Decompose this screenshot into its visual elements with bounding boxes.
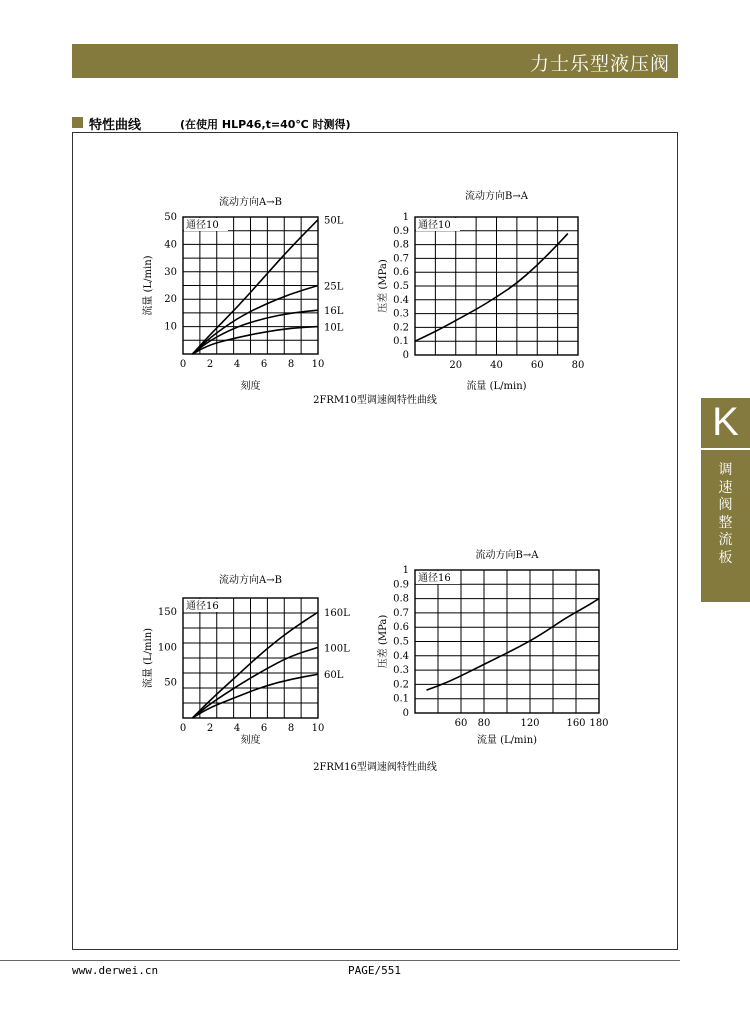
side-tab-divider	[701, 448, 750, 450]
series-line	[427, 599, 600, 691]
footer-divider	[0, 960, 680, 961]
y-tick-label: 0.1	[393, 336, 409, 348]
x-tick-label: 4	[233, 359, 241, 370]
x-tick-label: 8	[287, 359, 295, 370]
footer-page: PAGE/551	[348, 964, 401, 977]
section-note: (在使用 HLP46,t=40℃ 时测得)	[180, 118, 351, 131]
side-tab-char: 流	[718, 532, 733, 548]
y-tick-label: 0.4	[393, 650, 409, 662]
side-tab-text	[701, 462, 750, 567]
side-tab-char: 板	[718, 549, 733, 566]
series-label: 16L	[324, 306, 344, 318]
x-tick-label: 80	[477, 718, 491, 729]
x-tick-label: 0	[179, 723, 187, 734]
y-tick-label: 0.3	[393, 665, 409, 677]
y-tick-label: 0.6	[393, 622, 409, 634]
x-tick-label: 10	[311, 359, 325, 370]
y-tick-label: 50	[164, 212, 177, 223]
x-axis-label: 流量 (L/min)	[466, 381, 527, 392]
y-tick-label: 0.5	[393, 636, 409, 648]
x-tick-label: 0	[179, 359, 187, 370]
series-label: 100L	[324, 643, 350, 655]
y-axis-label: 压差 (MPa)	[378, 614, 389, 669]
x-tick-label: 4	[233, 723, 241, 734]
chart-title: 流动方向A→B	[219, 575, 282, 586]
y-tick-label: 1	[402, 212, 409, 223]
y-tick-label: 0.8	[393, 593, 409, 605]
y-axis-label: 流量 (L/min)	[143, 255, 154, 316]
charts-frame	[72, 132, 678, 950]
x-axis-label: 刻度	[240, 735, 261, 746]
y-tick-label: 50	[164, 677, 177, 689]
header-bar	[72, 44, 678, 78]
y-tick-label: 0.5	[393, 281, 409, 292]
x-tick-label: 60	[454, 718, 468, 729]
footer-site: www.derwei.cn	[72, 964, 159, 977]
chart-caption: 2FRM10型调速阀特性曲线	[313, 395, 437, 406]
y-tick-label: 1	[402, 565, 409, 576]
x-tick-label: 60	[530, 360, 544, 371]
series-label: 160L	[324, 608, 350, 620]
side-tab-char: 阀	[718, 497, 733, 513]
y-tick-label: 0.6	[393, 267, 409, 279]
inner-label: 通径16	[418, 573, 451, 584]
chart-caption: 2FRM16型调速阀特性曲线	[313, 762, 437, 773]
series-line	[192, 286, 318, 355]
y-tick-label: 0.9	[393, 579, 409, 591]
x-axis-label: 刻度	[240, 381, 261, 392]
inner-label: 通径10	[186, 220, 219, 231]
chart-title: 流动方向B→A	[475, 550, 539, 561]
x-tick-label: 8	[287, 723, 295, 734]
side-tab-char: 调	[718, 462, 733, 478]
y-tick-label: 100	[157, 642, 177, 654]
x-tick-label: 2	[206, 723, 214, 734]
y-tick-label: 0.7	[393, 253, 409, 265]
series-label: 25L	[324, 281, 344, 293]
x-tick-label: 40	[490, 360, 503, 371]
x-tick-label: 80	[571, 360, 585, 371]
section-label: 特性曲线	[89, 118, 142, 133]
side-tab[interactable]	[701, 398, 750, 602]
series-label: 50L	[324, 215, 344, 227]
charts-canvas	[73, 133, 677, 949]
inner-label: 通径16	[186, 601, 219, 612]
y-tick-label: 0.7	[393, 607, 409, 619]
side-tab-letter: K	[712, 400, 739, 444]
x-tick-label: 120	[520, 718, 540, 729]
series-label: 10L	[324, 322, 344, 334]
chart-title: 流动方向B→A	[465, 191, 528, 202]
side-tab-char: 速	[718, 479, 733, 496]
y-tick-label: 0.3	[393, 308, 409, 320]
x-axis-label: 流量 (L/min)	[476, 735, 538, 746]
y-axis-label: 流量 (L/min)	[143, 627, 154, 689]
y-axis-label: 压差 (MPa)	[378, 259, 389, 313]
x-tick-label: 160	[566, 718, 586, 729]
series-label: 60L	[324, 670, 344, 682]
x-tick-label: 2	[206, 359, 214, 370]
x-tick-label: 10	[311, 723, 325, 734]
y-tick-label: 0.4	[393, 294, 409, 306]
y-tick-label: 30	[164, 266, 177, 278]
x-tick-label: 6	[260, 359, 268, 370]
y-tick-label: 40	[164, 239, 177, 251]
y-tick-label: 10	[164, 321, 177, 333]
y-tick-label: 0	[402, 708, 409, 719]
y-tick-label: 20	[164, 294, 177, 306]
y-tick-label: 0.1	[393, 693, 409, 705]
series-line	[415, 234, 568, 342]
inner-label: 通径10	[418, 220, 451, 231]
y-tick-label: 0.9	[393, 225, 409, 237]
header-title: 力士乐型液压阀	[529, 53, 670, 75]
y-tick-label: 0.2	[393, 322, 409, 334]
section-square-icon	[72, 117, 83, 128]
series-line	[192, 310, 318, 354]
x-tick-label: 180	[589, 718, 609, 729]
chart-title: 流动方向A→B	[219, 197, 282, 208]
y-tick-label: 0	[402, 350, 409, 361]
side-tab-char: 整	[718, 514, 733, 531]
y-tick-label: 150	[157, 607, 177, 619]
y-tick-label: 0.8	[393, 239, 409, 251]
x-tick-label: 20	[449, 360, 463, 371]
series-line	[192, 674, 318, 718]
x-tick-label: 6	[260, 723, 268, 734]
y-tick-label: 0.2	[393, 679, 409, 691]
